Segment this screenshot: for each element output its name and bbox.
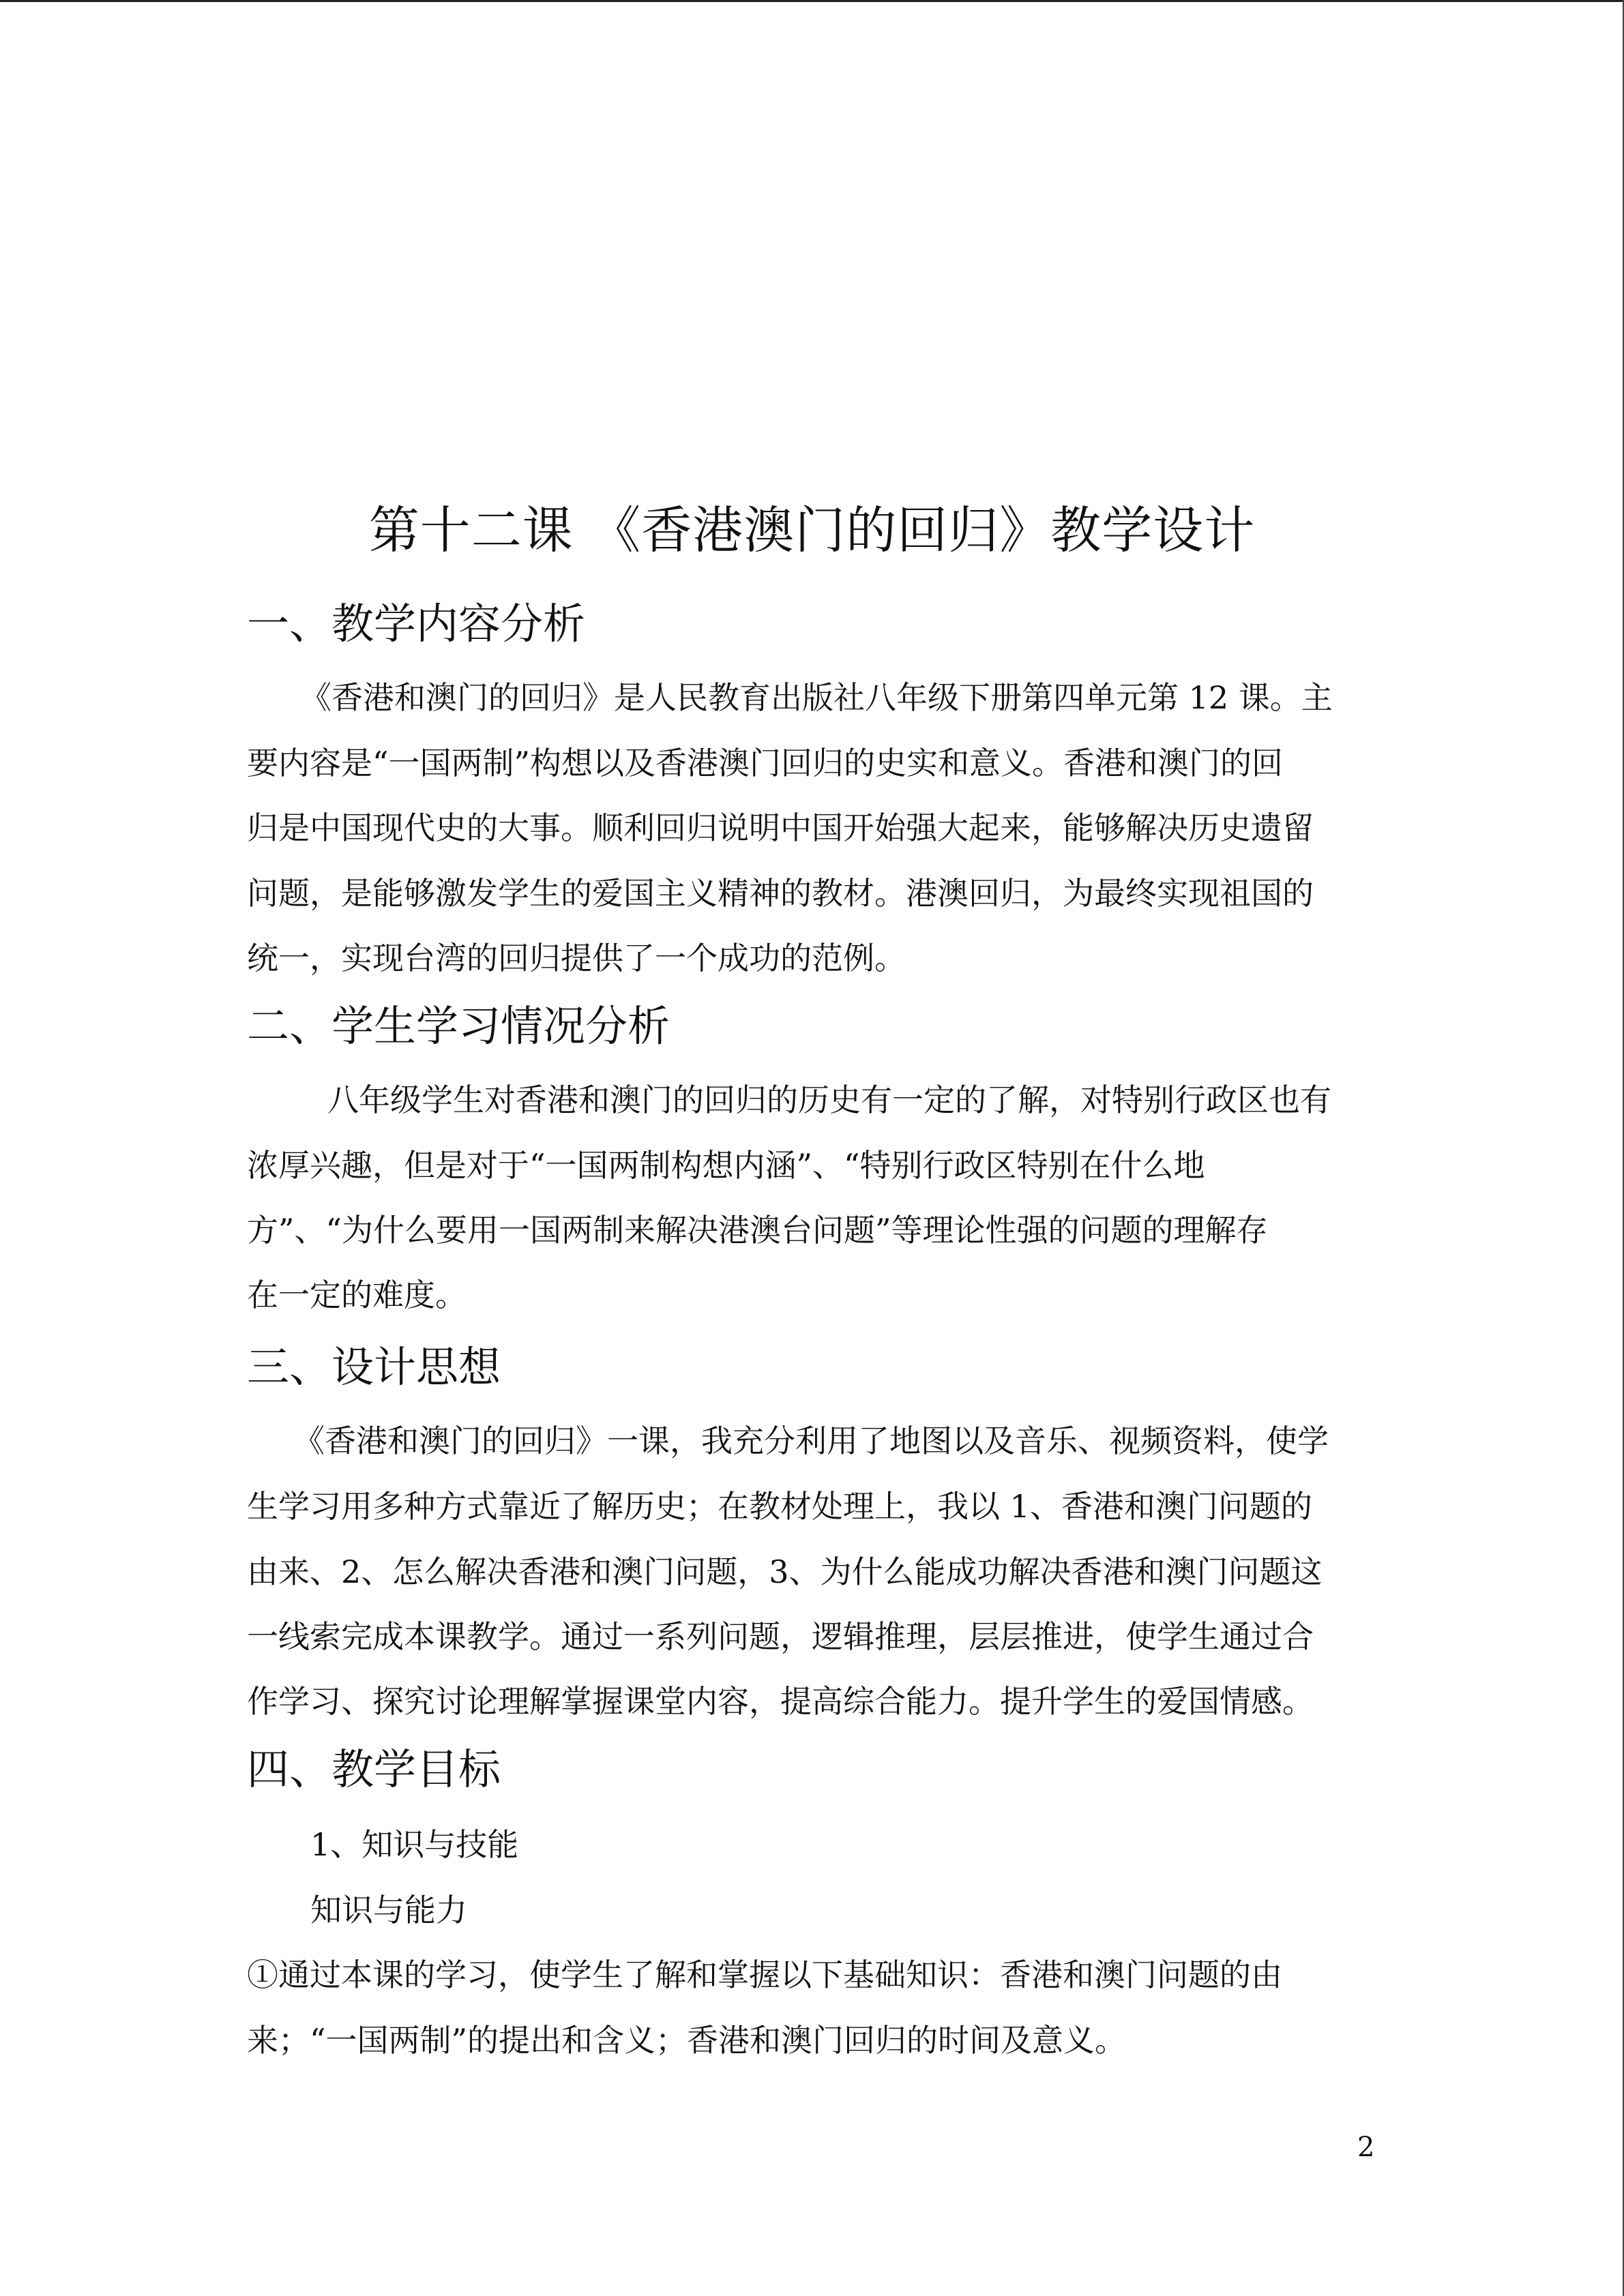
paragraph-line: 生学习用多种方式靠近了解历史；在教材处理上，我以 1、香港和澳门问题的 — [247, 1488, 1312, 1525]
paragraph-line: 要内容是“一国两制”构想以及香港澳门回归的史实和意义。香港和澳门的回 — [247, 745, 1284, 781]
paragraph-line: 《香港和澳门的回归》一课，我充分利用了地图以及音乐、视频资料，使学 — [293, 1422, 1329, 1459]
top-border-line — [0, 0, 1624, 2]
paragraph-line: 《香港和澳门的回归》是人民教育出版社八年级下册第四单元第 12 课。主 — [300, 679, 1333, 716]
paragraph-line: 八年级学生对香港和澳门的回归的历史有一定的了解，对特别行政区也有 — [327, 1082, 1331, 1118]
section-heading-student-analysis: 二、学生学习情况分析 — [247, 1001, 670, 1051]
paragraph-line: 方”、“为什么要用一国两制来解决港澳台问题”等理论性强的问题的理解存 — [247, 1212, 1268, 1249]
document-title: 第十二课 《香港澳门的回归》教学设计 — [368, 501, 1256, 560]
paragraph-line: 归是中国现代史的大事。顺利回归说明中国开始强大起来，能够解决历史遗留 — [247, 809, 1314, 846]
paragraph-line: 由来、2、怎么解决香港和澳门问题，3、为什么能成功解决香港和澳门问题这 — [247, 1553, 1323, 1590]
section-heading-teaching-goals: 四、教学目标 — [247, 1744, 501, 1794]
subheading-knowledge-ability: 知识与能力 — [310, 1892, 467, 1928]
section-heading-design-idea: 三、设计思想 — [247, 1342, 501, 1392]
paragraph-line: 问题，是能够激发学生的爱国主义精神的教材。港澳回归，为最终实现祖国的 — [247, 875, 1314, 912]
paragraph-line: ①通过本课的学习，使学生了解和掌握以下基础知识：香港和澳门问题的由 — [247, 1956, 1282, 1993]
section-heading-content-analysis: 一、教学内容分析 — [247, 599, 586, 648]
paragraph-line: 统一，实现台湾的回归提供了一个成功的范例。 — [247, 940, 906, 976]
page-number: 2 — [1357, 2132, 1375, 2163]
paragraph-line: 浓厚兴趣，但是对于“一国两制构想内涵”、“特别行政区特别在什么地 — [247, 1147, 1205, 1184]
subheading-knowledge-skills: 1、知识与技能 — [310, 1826, 519, 1863]
paragraph-line: 作学习、探究讨论理解掌握课堂内容，提高综合能力。提升学生的爱国情感。 — [247, 1683, 1314, 1720]
paragraph-line: 一线索完成本课教学。通过一系列问题，逻辑推理，层层推进，使学生通过合 — [247, 1618, 1314, 1655]
paragraph-line: 在一定的难度。 — [247, 1277, 467, 1313]
paragraph-line: 来；“一国两制”的提出和含义；香港和澳门回归的时间及意义。 — [247, 2022, 1127, 2059]
